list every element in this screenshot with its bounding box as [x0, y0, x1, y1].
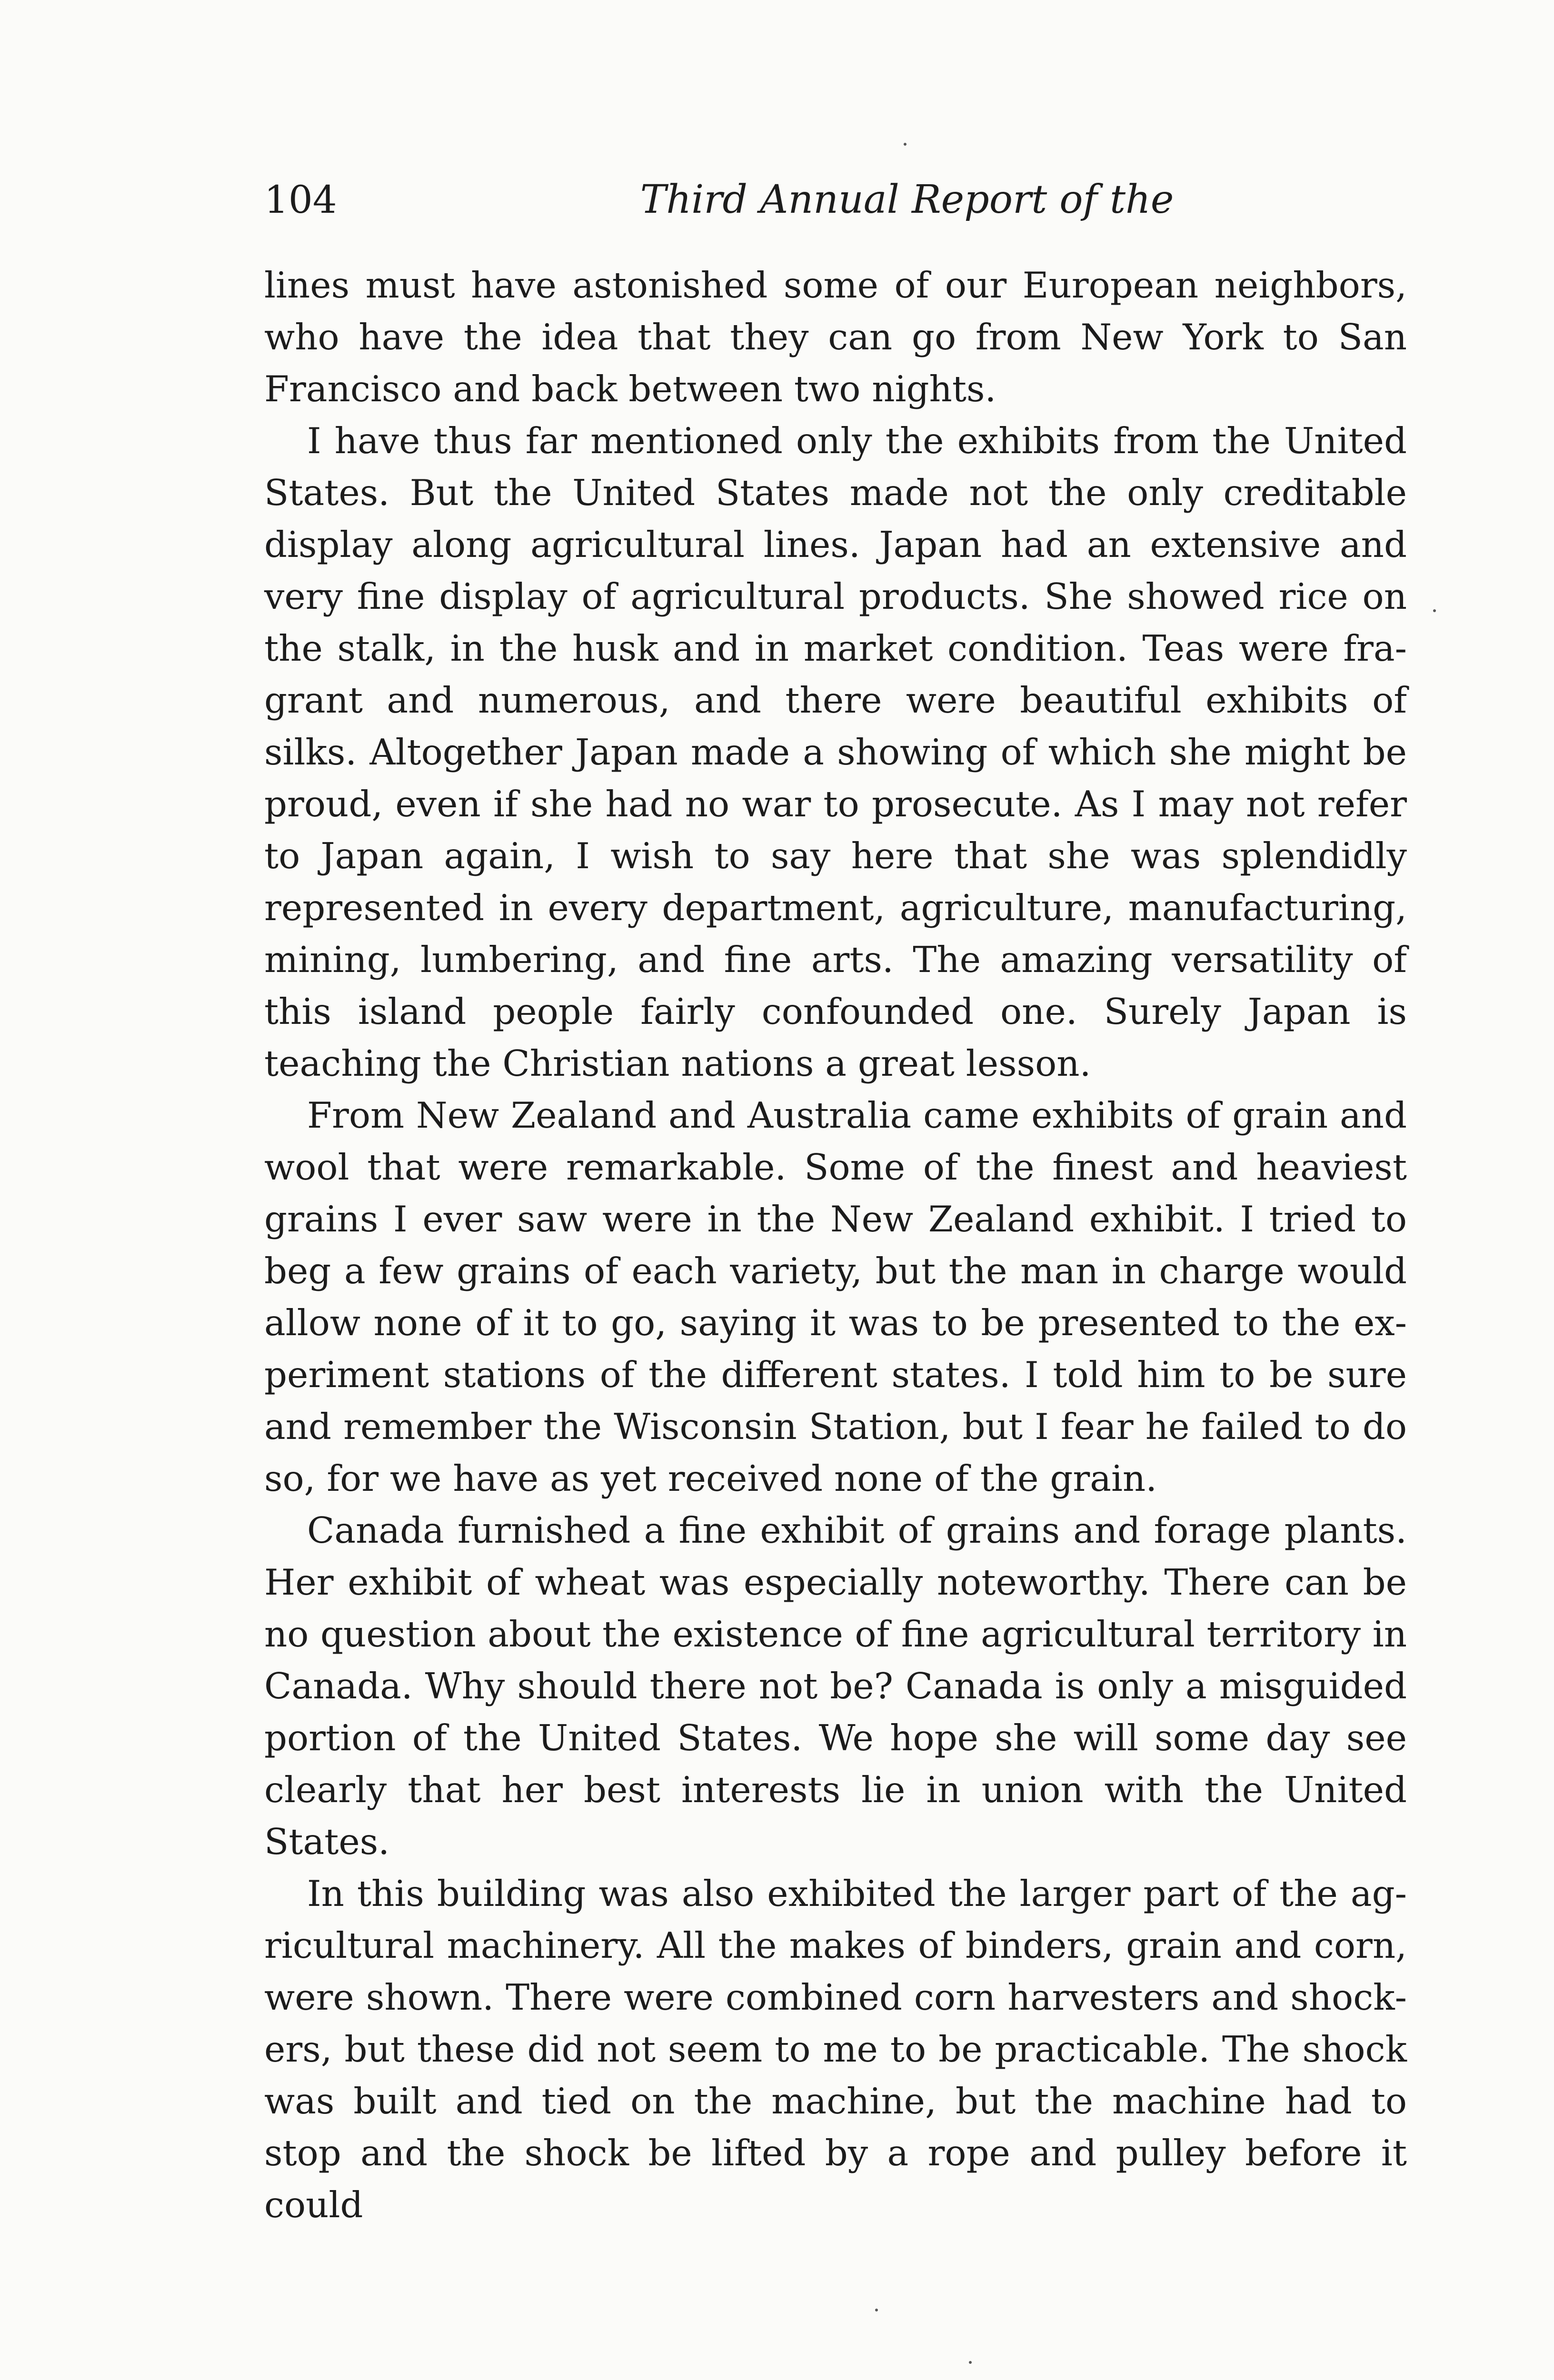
running-title: Third Annual Report of the [640, 177, 1174, 222]
paragraph-machinery: In this building was also exhibited the larger part of the agricultural machinery. All the makes of binders, grain and corn, were shown. There were combined corn harvesters and shockers, but these did not seem to me to be practicable. The shock was built and tied on the machine, but the machine had to stop and the shock be lifted by a rope and pulley before it could [264, 1873, 1407, 2226]
page-number: 104 [264, 178, 337, 222]
paragraph-continued: lines must have astonished some of our European neighbors, who have the idea that they can go from New York to San Francisco and back between two nights. [264, 264, 1407, 410]
paragraph-canada: Canada furnished a fine exhibit of grains and forage plants. Her exhibit of wheat was especially noteworthy. There can be no question about the existence of fine agricultural territory in Canada. Why should there not be? Canada is only a misguided portion of the United States. We hope she will some day see clearly that her best interests lie in union with the United States. [264, 1509, 1407, 1863]
scan-speck [969, 2361, 972, 2364]
scan-speck [1433, 609, 1436, 612]
scan-speck [904, 143, 906, 146]
page-header [264, 169, 1407, 231]
paragraph-japan: I have thus far mentioned only the exhibits from the United States. But the United States made not the only creditable display along agricultural lines. Japan had an extensive and very fine display of agricultural products. She showed rice on the stalk, in the husk and in market condition. Teas were fragrant and numerous, and there were beautiful exhibits of silks. Altogether Japan made a showing of which she might be proud, even if she had no war to prosecute. As I may not refer to Japan again, I wish to say here that she was splendidly represented in every department, agriculture, manufacturing, mining, lumbering, and fine arts. The amazing versatility of this island people fairly confounded one. Surely Japan is teaching the Christian nations a great lesson. [264, 420, 1407, 1084]
scan-speck [875, 2309, 878, 2311]
body-text [264, 259, 1407, 2231]
paragraph-new-zealand: From New Zealand and Australia came exhibits of grain and wool that were remarkable. Some of the finest and heaviest grains I ever saw were in the New Zealand exhibit. I tried to beg a few grains of each variety, but the man in charge would allow none of it to go, saying it was to be presented to the experiment stations of the different states. I told him to be sure and remember the Wisconsin Station, but I fear he failed to do so, for we have as yet received none of the grain. [264, 1094, 1407, 1499]
